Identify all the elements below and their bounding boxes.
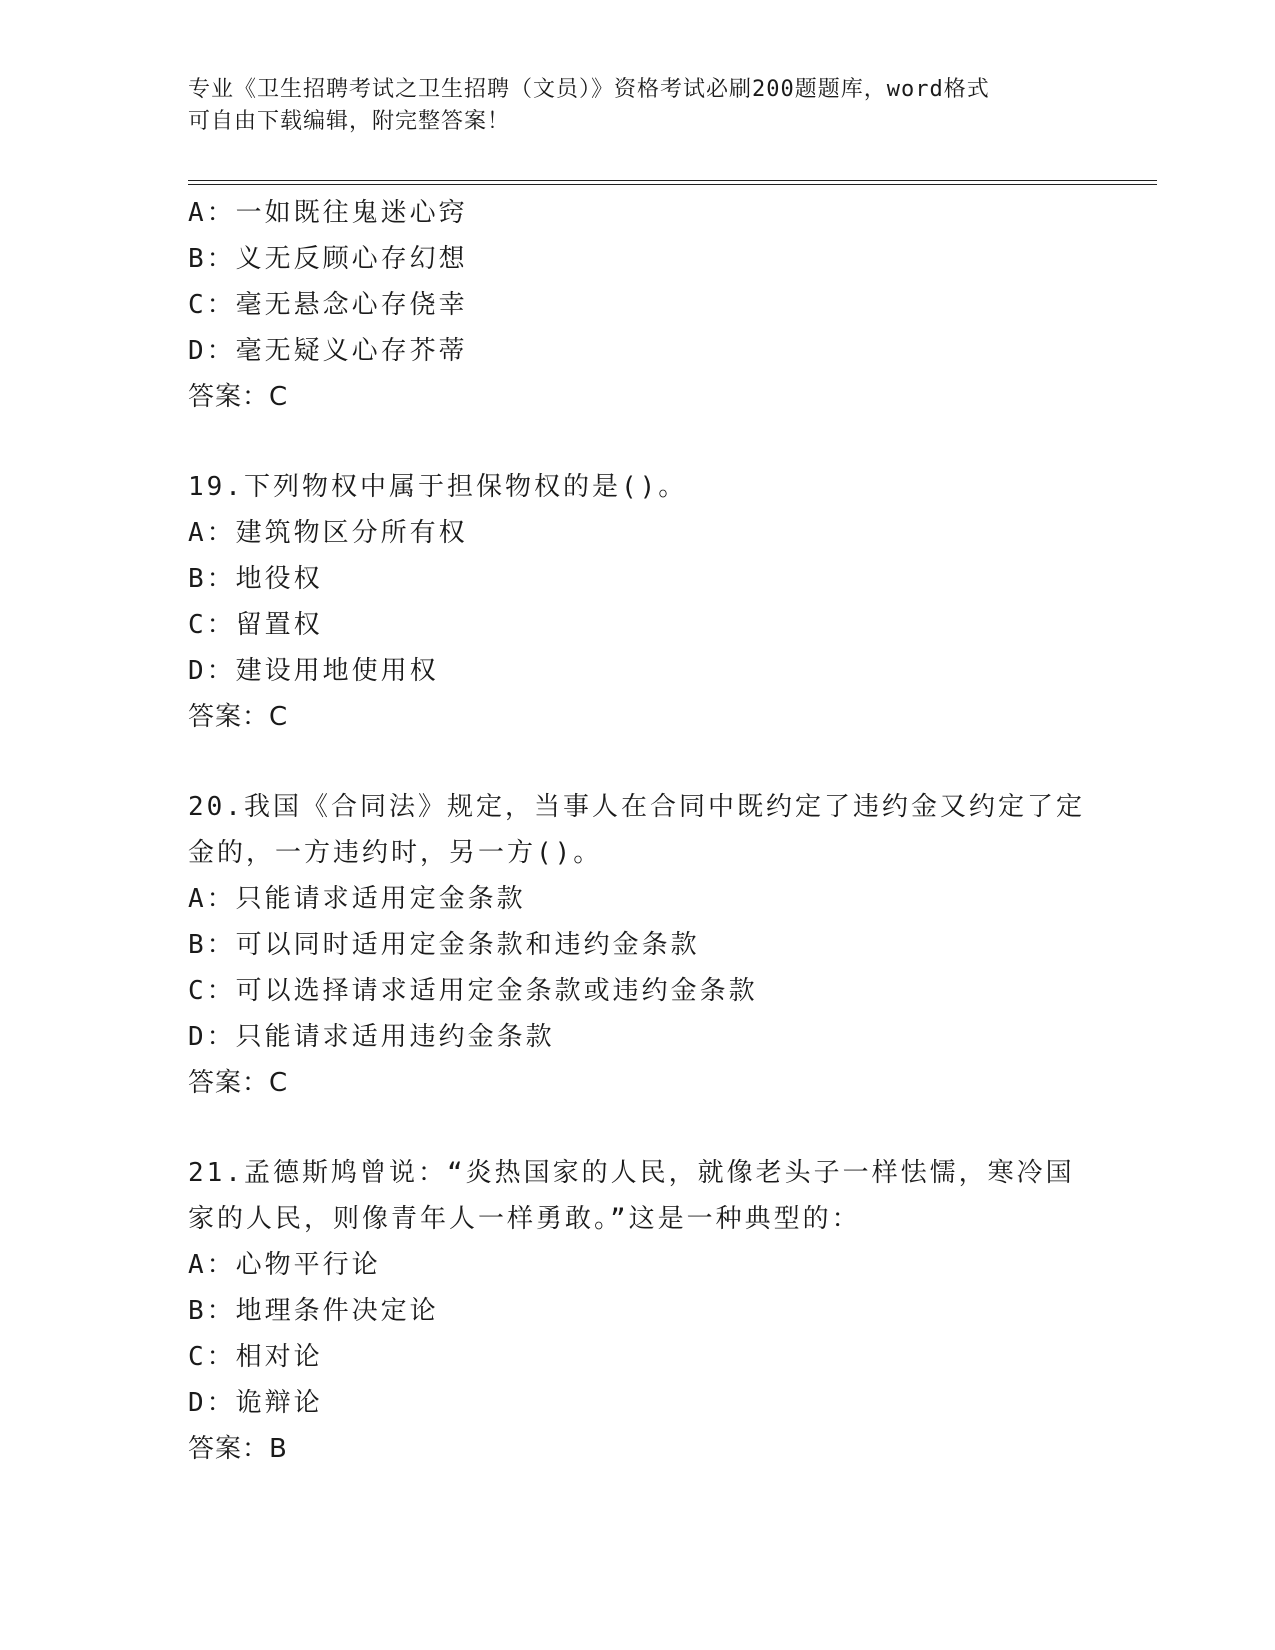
header-line-1: 专业《卫生招聘考试之卫生招聘（文员）》资格考试必刷200题题库，word格式 (188, 77, 990, 102)
option-a: A：建筑物区分所有权 (188, 518, 468, 548)
question-19 (188, 464, 1088, 740)
option-c: C：毫无悬念心存侥幸 (188, 290, 468, 320)
option-c: C：留置权 (188, 610, 323, 640)
question-21 (188, 1150, 1088, 1472)
question-stem: 19.下列物权中属于担保物权的是()。 (188, 472, 688, 502)
option-b: B：地理条件决定论 (188, 1296, 439, 1326)
option-d: D：只能请求适用违约金条款 (188, 1022, 555, 1052)
question-list (188, 190, 1088, 1472)
option-c: C：可以选择请求适用定金条款或违约金条款 (188, 976, 758, 1006)
option-d: D：诡辩论 (188, 1388, 323, 1418)
question-stem-line-2: 金的，一方违约时，另一方()。 (188, 838, 603, 868)
header-divider-top (188, 180, 1157, 181)
answer: 答案：C (188, 382, 289, 412)
header-divider-bottom (188, 184, 1157, 185)
question-20 (188, 784, 1088, 1106)
document-header (188, 74, 1088, 138)
answer: 答案：C (188, 1068, 289, 1098)
option-c: C：相对论 (188, 1342, 323, 1372)
option-a: A：只能请求适用定金条款 (188, 884, 526, 914)
option-b: B：可以同时适用定金条款和违约金条款 (188, 930, 700, 960)
question-stem-line-2: 家的人民，则像青年人一样勇敢。”这是一种典型的： (188, 1204, 861, 1234)
option-b: B：义无反顾心存幻想 (188, 244, 468, 274)
answer: 答案：C (188, 702, 289, 732)
question-stem-line-1: 20.我国《合同法》规定，当事人在合同中既约定了违约金又约定了定 (188, 792, 1085, 822)
option-d: D：建设用地使用权 (188, 656, 439, 686)
answer: 答案：B (188, 1434, 288, 1464)
option-d: D：毫无疑义心存芥蒂 (188, 336, 468, 366)
question-18 (188, 190, 1088, 420)
option-a: A：心物平行论 (188, 1250, 381, 1280)
question-stem-line-1: 21.孟德斯鸠曾说：“炎热国家的人民，就像老头子一样怯懦，寒冷国 (188, 1158, 1075, 1188)
option-b: B：地役权 (188, 564, 323, 594)
header-line-2: 可自由下载编辑，附完整答案！ (188, 109, 511, 134)
option-a: A：一如既往鬼迷心窍 (188, 198, 468, 228)
